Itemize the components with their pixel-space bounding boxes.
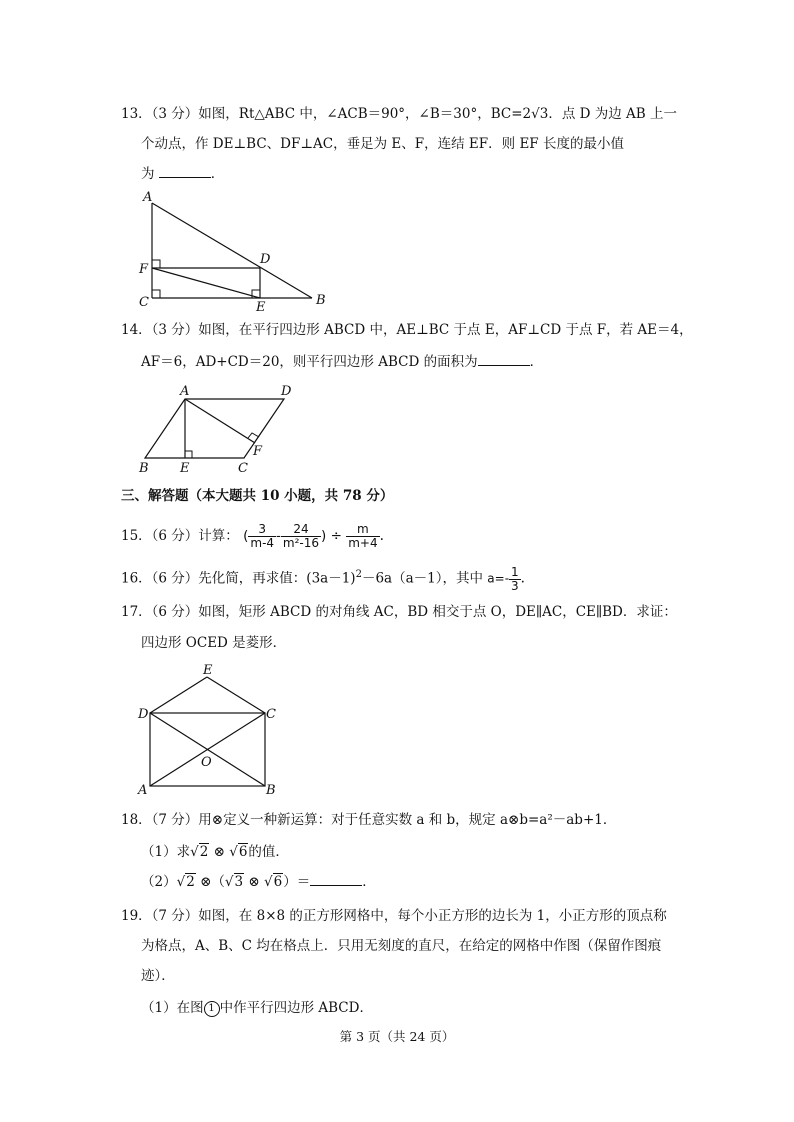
answer-blank [310, 873, 362, 886]
q17-label-c: C [266, 707, 276, 722]
q14-label-a: A [180, 384, 190, 399]
q14-line2: AF＝6，AD+CD＝20，则平行四边形 ABCD 的面积为 ． [141, 354, 544, 370]
q19-sub1: （1）在图 1 中作平行四边形 ABCD． [141, 1000, 373, 1016]
q17-line2: 四边形 OCED 是菱形． [141, 635, 287, 651]
q14-label-c: C [238, 461, 248, 476]
q18-line1: 18．（7 分）用⊗定义一种新运算：对于任意实数 a 和 b，规定 a⊗b=a²－ab+1． [121, 812, 617, 828]
q17-label-d: D [138, 707, 149, 722]
q14-label-f: F [253, 444, 263, 459]
q19-line2: 为格点，A、B、C 均在格点上．只用无刻度的直尺，在给定的网格中作图（保留作图痕 [141, 938, 662, 954]
q17-label-o: O [201, 755, 212, 770]
q19-line1: 19．（7 分）如图，在 8×8 的正方形网格中，每个小正方形的边长为 1，小正方形的顶点称 [121, 908, 667, 924]
q14-label-d: D [281, 384, 292, 399]
q13-line2: 个动点，作 DE⊥BC、DF⊥AC，垂足为 E、F，连结 EF．则 EF 长度的最小值 [141, 136, 624, 152]
page-footer: 第 3 页（共 24 页） [339, 1029, 455, 1044]
q13-label-b: B [316, 293, 326, 308]
q19-line3: 迹）． [141, 968, 175, 984]
circled-number: 1 [204, 1001, 220, 1017]
q14-label-e: E [180, 461, 190, 476]
q18-sub2: （2）√2 ⊗（√3 ⊗ √6）＝ ． [141, 874, 376, 890]
q17-label-e: E [203, 663, 213, 678]
q18-sub1: （1）求√2 ⊗ √6的值． [141, 844, 289, 860]
q14-label-b: B [139, 461, 149, 476]
q17-line1: 17．（6 分）如图，矩形 ABCD 的对角线 AC，BD 相交于点 O，DE∥AC，CE∥BD．求证： [121, 604, 677, 620]
q13-line3: 为 ． [141, 166, 225, 182]
q13-label-f: F [139, 262, 149, 277]
q13-label-d: D [260, 252, 271, 267]
section-heading: 三、解答题（本大题共 10 小题，共 78 分） [121, 488, 394, 504]
q15: 15．（6 分）计算： ( $\frac{3}{m-4}$ - $\frac{24}{\text{m²-16}}$ ) ÷ $\frac{m}{m+4}$ . [121, 522, 384, 550]
q13-line1: 13．（3 分）如图，Rt△ABC 中，∠ACB＝90°，∠B＝30°，BC=2√3．点 D 为边 AB 上一 [121, 106, 677, 122]
q17-label-a: A [138, 783, 148, 798]
q17-label-b: B [266, 783, 276, 798]
q14-line1: 14．（3 分）如图，在平行四边形 ABCD 中，AE⊥BC 于点 E，AF⊥CD 于点 F，若 AE＝4， [121, 322, 693, 338]
q13-label-a: A [143, 190, 153, 205]
q16: 16．（6 分）先化简，再求值：$(3a-1)^2-6a(a-1)$，其中 a=- $\frac{1}{3}$ . [121, 564, 525, 593]
q13-label-e: E [256, 300, 266, 315]
q13-label-c: C [139, 295, 149, 310]
